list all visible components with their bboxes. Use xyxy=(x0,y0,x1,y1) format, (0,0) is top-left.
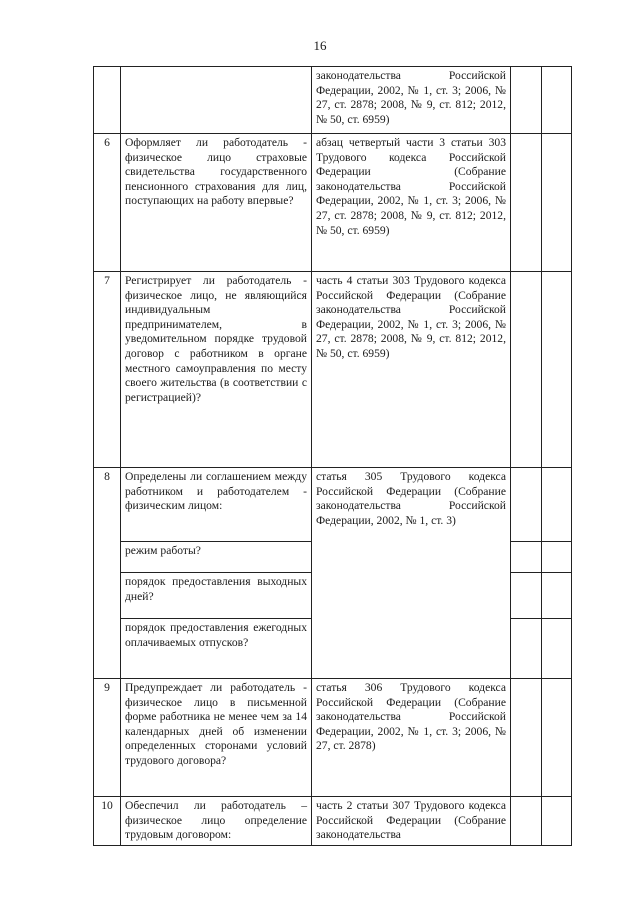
table-row xyxy=(94,468,572,542)
answer-yes-cell xyxy=(511,542,542,573)
answer-no-cell xyxy=(542,797,572,846)
reference-cell: абзац четвертый части 3 статьи 303 Трудового кодекса Российской Федерации (Собрание законодательства Российской Федерации, 2002, № 1, ст. 3; 2006, № 27, ст. 2878; 2008, № 9, ст. 812; 2012, № 50, ст. 6959) xyxy=(312,134,511,272)
answer-yes-cell xyxy=(511,619,542,679)
row-number: 6 xyxy=(94,134,121,272)
table-row xyxy=(94,272,572,468)
reference-cell: статья 305 Трудового кодекса Российской Федерации (Собрание законодательства Российской Федерации, 2002, № 1, ст. 3) xyxy=(312,468,511,679)
answer-no-cell xyxy=(542,542,572,573)
reference-cell: часть 4 статьи 303 Трудового кодекса Российской Федерации (Собрание законодательства Российской Федерации, 2002, № 1, ст. 3; 2006, № 27, ст. 2878; 2008, № 9, ст. 812; 2012, № 50, ст. 6959) xyxy=(312,272,511,468)
row-number xyxy=(94,67,121,134)
question-cell xyxy=(121,67,312,134)
table-row xyxy=(94,679,572,797)
reference-cell: часть 2 статьи 307 Трудового кодекса Российской Федерации (Собрание законодательства xyxy=(312,797,511,846)
checklist-table xyxy=(93,66,572,846)
reference-cell: статья 306 Трудового кодекса Российской Федерации (Собрание законодательства Российской Федерации, 2002, № 1, ст. 3; 2006, № 27, ст. 2878) xyxy=(312,679,511,797)
table-row xyxy=(94,797,572,846)
table-row xyxy=(94,67,572,134)
question-cell: Обеспечил ли работодатель – физическое лицо определение трудовым договором: xyxy=(121,797,312,846)
answer-no-cell xyxy=(542,573,572,619)
answer-no-cell xyxy=(542,67,572,134)
answer-yes-cell xyxy=(511,272,542,468)
table-row xyxy=(94,134,572,272)
answer-yes-cell xyxy=(511,679,542,797)
subitem-cell: режим работы? xyxy=(121,542,312,573)
answer-no-cell xyxy=(542,272,572,468)
subitem-cell: порядок предоставления ежегодных оплачиваемых отпусков? xyxy=(121,619,312,679)
question-cell: Регистрирует ли работодатель - физическое лицо, не являющийся индивидуальным предпринимателем, в уведомительном порядке трудовой договор с работником в органе местного самоуправления по месту своего жительства (в соответствии с регистрацией)? xyxy=(121,272,312,468)
row-number: 9 xyxy=(94,679,121,797)
reference-cell: законодательства Российской Федерации, 2002, № 1, ст. 3; 2006, № 27, ст. 2878; 2008, № 9, ст. 812; 2012, № 50, ст. 6959) xyxy=(312,67,511,134)
page-number: 16 xyxy=(313,38,327,53)
question-cell: Оформляет ли работодатель - физическое лицо страховые свидетельства государственного пенсионного страхования для лиц, поступающих на работу впервые? xyxy=(121,134,312,272)
answer-yes-cell xyxy=(511,468,542,542)
question-cell: Предупреждает ли работодатель - физическое лицо в письменной форме работника не менее чем за 14 календарных дней об изменении определенных сторонами условий трудового договора? xyxy=(121,679,312,797)
answer-no-cell xyxy=(542,619,572,679)
answer-no-cell xyxy=(542,468,572,542)
answer-no-cell xyxy=(542,134,572,272)
answer-no-cell xyxy=(542,679,572,797)
row-number: 8 xyxy=(94,468,121,679)
answer-yes-cell xyxy=(511,573,542,619)
subitem-cell: порядок предоставления выходных дней? xyxy=(121,573,312,619)
answer-yes-cell xyxy=(511,67,542,134)
answer-yes-cell xyxy=(511,134,542,272)
question-cell: Определены ли соглашением между работником и работодателем - физическим лицом: xyxy=(121,468,312,542)
row-number: 7 xyxy=(94,272,121,468)
answer-yes-cell xyxy=(511,797,542,846)
row-number: 10 xyxy=(94,797,121,846)
